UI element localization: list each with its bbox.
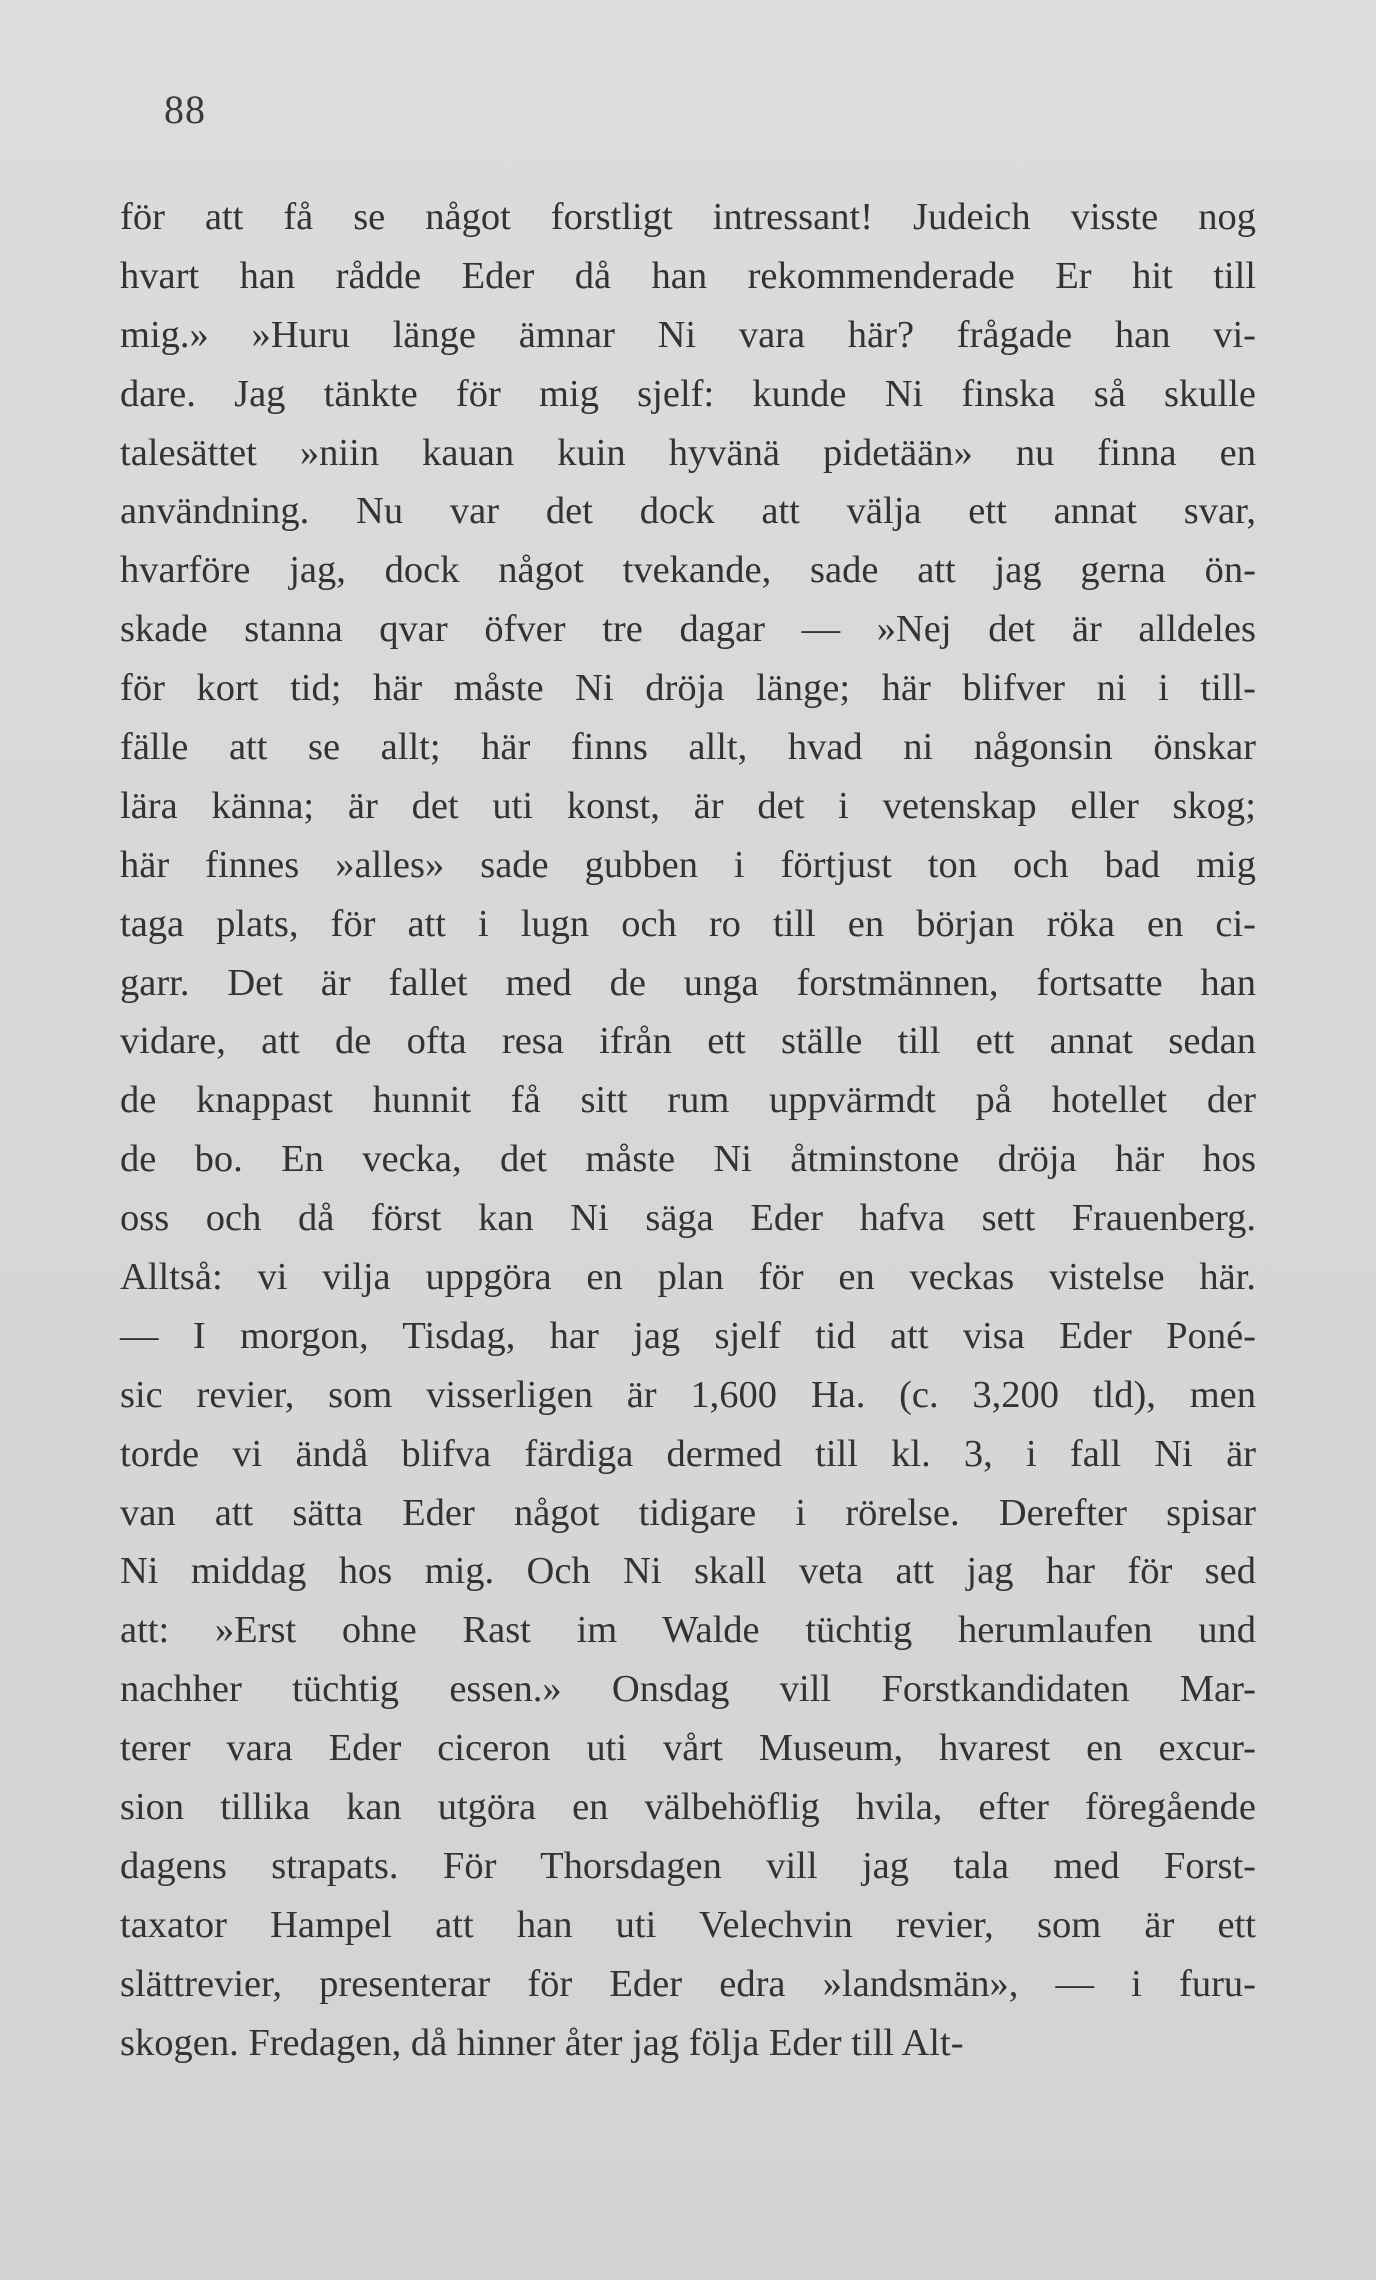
text-line: skade stanna qvar öfver tre dagar — »Nej det är alldeles (120, 608, 1256, 651)
text-line: garr. Det är fallet med de unga forstmännen, fortsatte han (120, 961, 1256, 1004)
text-line: van att sätta Eder något tidigare i rörelse. Derefter spisar (120, 1491, 1256, 1534)
text-line: sic revier, som visserligen är 1,600 Ha. (c. 3,200 tld), men (120, 1373, 1256, 1416)
text-line: lära känna; är det uti konst, är det i vetenskap eller skog; (120, 784, 1256, 827)
text-line: talesättet »niin kauan kuin hyvänä pidetään» nu finna en (120, 431, 1256, 474)
text-line: vidare, att de ofta resa ifrån ett ställe till ett annat sedan (120, 1020, 1256, 1063)
text-line: slättrevier, presenterar för Eder edra »landsmän», — i furu- (120, 1962, 1256, 2005)
text-line: sion tillika kan utgöra en välbehöflig hvila, efter föregående (120, 1786, 1256, 1829)
text-line: att: »Erst ohne Rast im Walde tüchtig herumlaufen und (120, 1609, 1256, 1652)
text-line: Alltså: vi vilja uppgöra en plan för en veckas vistelse här. (120, 1256, 1256, 1299)
text-line: mig.» »Huru länge ämnar Ni vara här? frågade han vi- (120, 313, 1256, 356)
text-line: taxator Hampel att han uti Velechvin revier, som är ett (120, 1903, 1256, 1946)
text-line: de knappast hunnit få sitt rum uppvärmdt på hotellet der (120, 1079, 1256, 1122)
page-number: 88 (164, 87, 206, 132)
text-line: fälle att se allt; här finns allt, hvad ni någonsin önskar (120, 726, 1256, 769)
text-line: här finnes »alles» sade gubben i förtjust ton och bad mig (120, 843, 1256, 886)
text-line: hvarföre jag, dock något tvekande, sade att jag gerna ön- (120, 549, 1256, 592)
text-line: för kort tid; här måste Ni dröja länge; här blifver ni i till- (120, 667, 1256, 710)
text-line: nachher tüchtig essen.» Onsdag vill Forstkandidaten Mar- (120, 1668, 1256, 1711)
text-line: torde vi ändå blifva färdiga dermed till kl. 3, i fall Ni är (120, 1432, 1256, 1475)
text-line: taga plats, för att i lugn och ro till en början röka en ci- (120, 902, 1256, 945)
text-line: Ni middag hos mig. Och Ni skall veta att jag har för sed (120, 1550, 1256, 1593)
text-line: — I morgon, Tisdag, har jag sjelf tid att visa Eder Poné- (120, 1314, 1256, 1357)
text-line: användning. Nu var det dock att välja ett annat svar, (120, 490, 1256, 533)
text-line: skogen. Fredagen, då hinner åter jag följa Eder till Alt- (120, 2021, 964, 2064)
text-line: de bo. En vecka, det måste Ni åtminstone dröja här hos (120, 1138, 1256, 1181)
text-line: terer vara Eder ciceron uti vårt Museum, hvarest en excur- (120, 1727, 1256, 1770)
body-text (120, 188, 1256, 2073)
text-line: dagens strapats. För Thorsdagen vill jag tala med Forst- (120, 1844, 1256, 1887)
text-line: oss och då först kan Ni säga Eder hafva sett Frauenberg. (120, 1197, 1256, 1240)
text-line: för att få se något forstligt intressant! Judeich visste nog (120, 196, 1256, 238)
text-line: hvart han rådde Eder då han rekommenderade Er hit till (120, 254, 1256, 297)
text-line: dare. Jag tänkte för mig sjelf: kunde Ni finska så skulle (120, 372, 1256, 415)
